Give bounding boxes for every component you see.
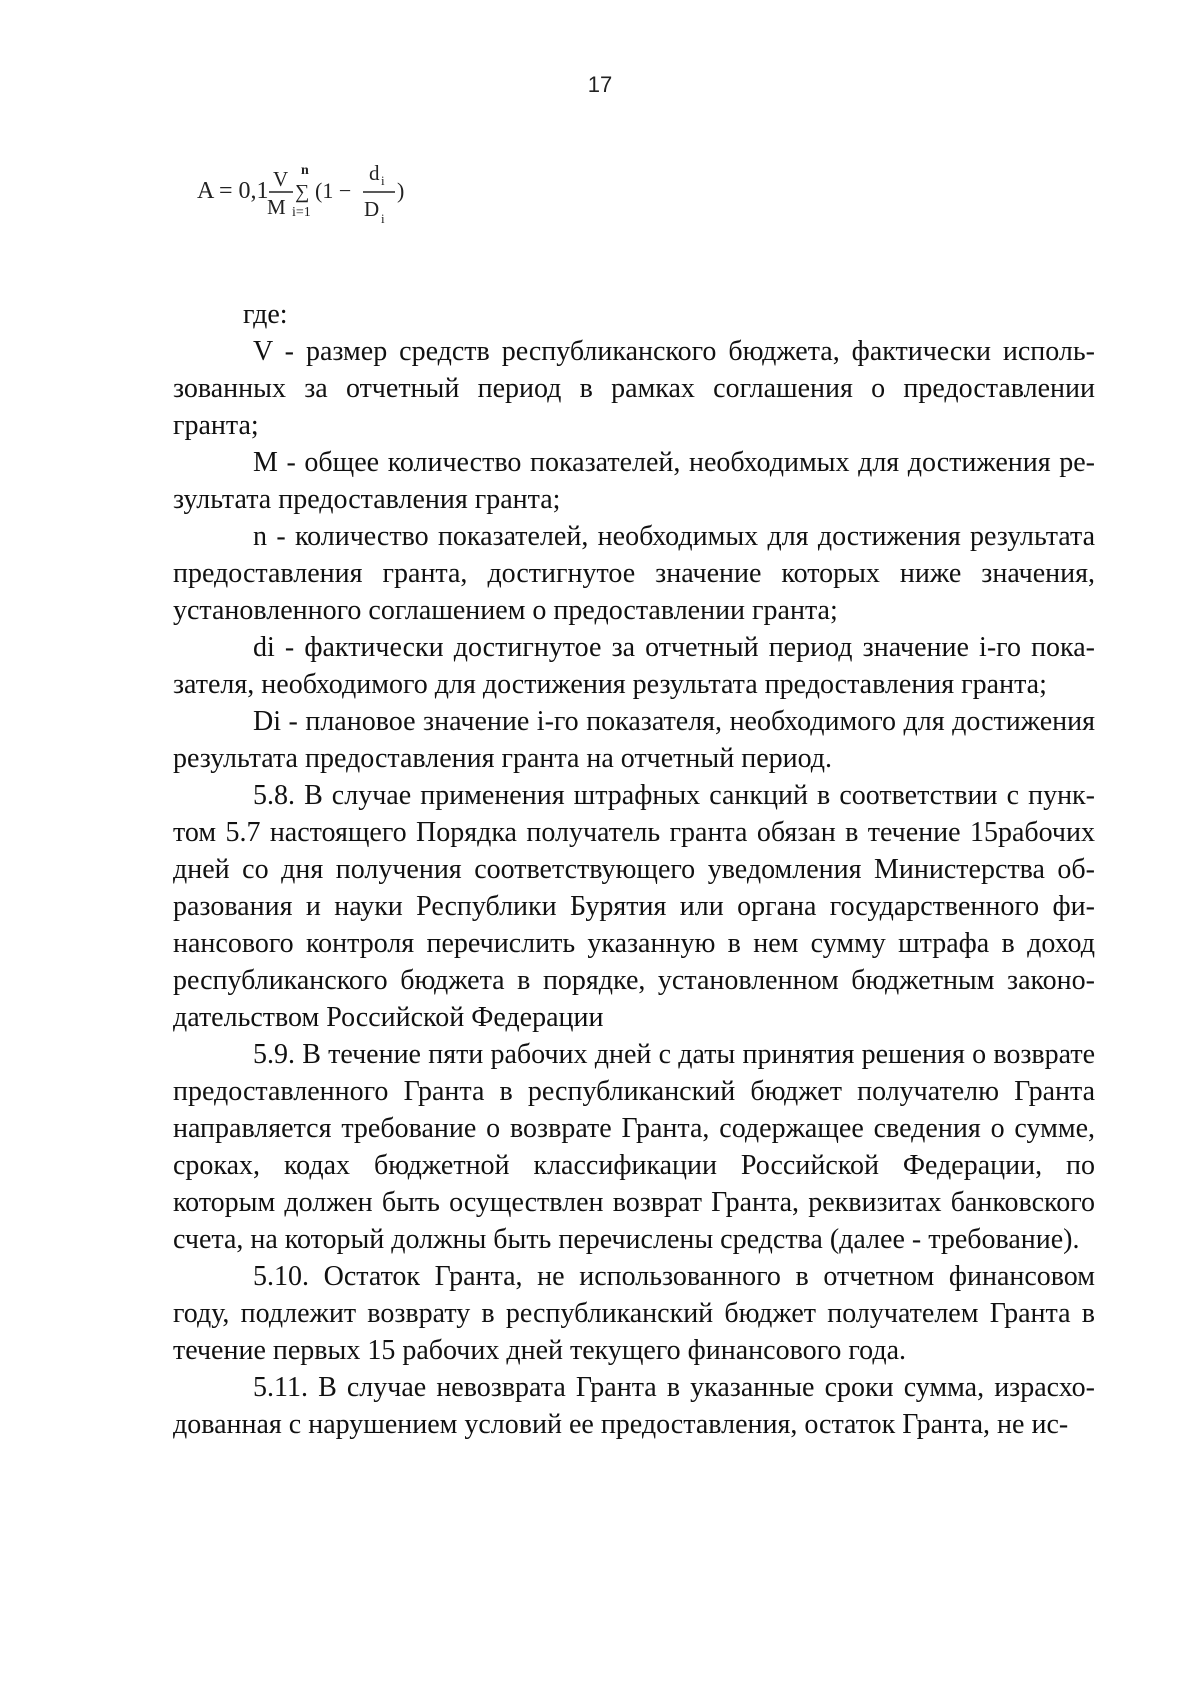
paragraph-def-big-di: Di - плановое значение i-го показателя, необходимого для достижения результата предоставления гранта на отчетный период. [173, 706, 1095, 774]
formula-frac2-num: d [369, 161, 380, 185]
formula-frac2-den: D [364, 197, 380, 221]
formula-sum-upper: n [301, 163, 309, 178]
formula-frac1-num: V [273, 167, 289, 191]
formula-paren-close: ) [397, 178, 405, 203]
formula-frac2-num-sub: i [381, 173, 385, 188]
paragraph-def-m: M - общее количество показателей, необходимых для достижения результата предоставления гранта; [173, 447, 1095, 515]
page-number: 17 [587, 72, 613, 97]
formula-frac1-den: M [267, 195, 286, 219]
paragraph-5-11: 5.11. В случае невозврата Гранта в указанные сроки сумма, израсходованная с нарушением условий ее предоставления, остаток Гранта, не ис- [173, 1372, 1095, 1440]
document-body [173, 296, 1095, 1443]
paragraph-5-9: 5.9. В течение пяти рабочих дней с даты принятия решения о возврате предоставленного Гранта в республиканский бюджет получателю Гранта направляется требование о возврате Гранта, содержащее сведения о сумме, сроках, кодах бюджетной классификации Российской Федерации, по которым должен быть осуществлен возврат Гранта, реквизитах банковского счета, на который должны быть перечислены средства (далее - требование). [173, 1039, 1095, 1255]
formula-sum-symbol: ∑ [295, 181, 310, 203]
penalty-formula [197, 160, 457, 256]
paragraph-def-v: V - размер средств республиканского бюджета, фактически использованных за отчетный период в рамках соглашения о предоставлении гранта; [173, 336, 1095, 441]
paragraph-def-n: n - количество показателей, необходимых для достижения результата предоставления гранта, достигнутое значение которых ниже значения, установленного соглашением о предоставлении гранта; [173, 521, 1095, 626]
paragraph-5-8: 5.8. В случае применения штрафных санкций в соответствии с пунктом 5.7 настоящего Порядка получатель гранта обязан в течение 15рабочих дней со дня получения соответствующего уведомления Министерства образования и науки Республики Бурятия или органа государственного финансового контроля перечислить указанную в нем сумму штрафа в доход республиканского бюджета в порядке, установленном бюджетным законодательством Российской Федерации [173, 780, 1095, 1033]
formula-lhs: A = 0,1 [197, 178, 269, 204]
formula-frac2-den-sub: i [381, 211, 385, 226]
paragraph-where: где: [243, 299, 288, 330]
paragraph-def-di: di - фактически достигнутое за отчетный период значение i-го показателя, необходимого для достижения результата предоставления гранта; [173, 632, 1095, 700]
formula-graphic [197, 160, 457, 256]
formula-paren-open: (1 − [315, 178, 352, 203]
paragraph-5-10: 5.10. Остаток Гранта, не использованного в отчетном финансовом году, подлежит возврату в республиканский бюджет получателем Гранта в течение первых 15 рабочих дней текущего финансового года. [173, 1261, 1095, 1366]
formula-sum-lower: i=1 [292, 205, 311, 220]
